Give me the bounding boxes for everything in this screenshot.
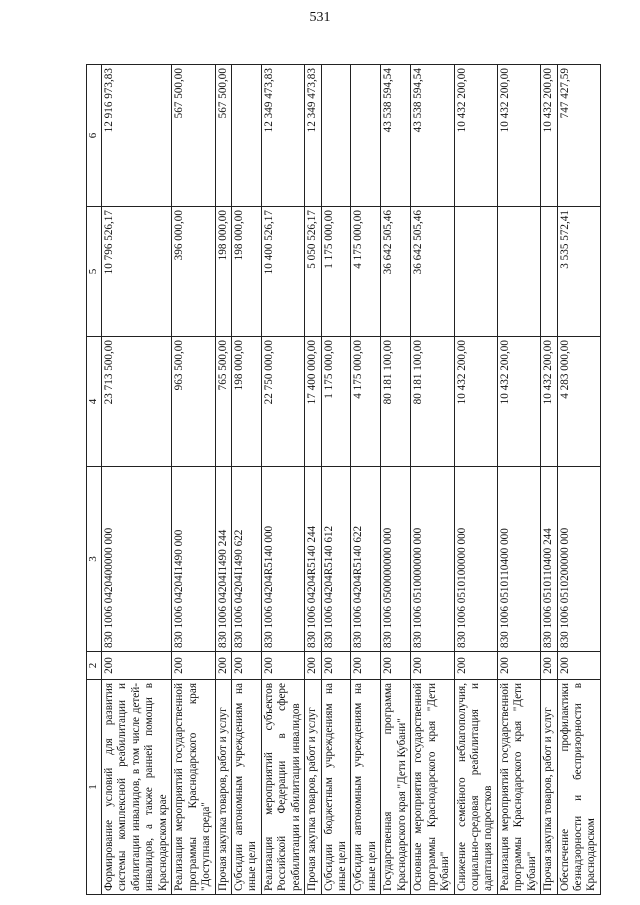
cell-amount-col4: 1 175 000,00 — [321, 337, 351, 467]
cell-kbk: 830 1006 04204I1490 244 — [215, 467, 231, 652]
cell-kbk: 830 1006 0510110400 244 — [541, 467, 557, 652]
cell-amount-col6: 747 427,59 — [557, 65, 600, 207]
cell-amount-col4: 80 181 100,00 — [381, 337, 411, 467]
cell-amount-col4: 17 400 000,00 — [305, 337, 321, 467]
cell-code: 200 — [172, 652, 215, 680]
cell-amount-col6 — [231, 65, 261, 207]
col-header-5: 5 — [87, 207, 102, 337]
table-row — [172, 65, 215, 895]
cell-amount-col6 — [321, 65, 351, 207]
cell-amount-col5: 198 000,00 — [231, 207, 261, 337]
table-row — [381, 65, 411, 895]
cell-amount-col5: 1 175 000,00 — [321, 207, 351, 337]
cell-amount-col5: 36 642 505,46 — [411, 207, 454, 337]
cell-name: Прочая закупка товаров, работ и услуг — [305, 680, 321, 895]
cell-code: 200 — [497, 652, 540, 680]
cell-code: 200 — [321, 652, 351, 680]
cell-amount-col6 — [351, 65, 381, 207]
cell-amount-col4: 4 175 000,00 — [351, 337, 381, 467]
cell-name: Субсидии автономным учреждениям на иные цели — [231, 680, 261, 895]
cell-kbk: 830 1006 0510200000 000 — [557, 467, 600, 652]
table-row — [102, 65, 172, 895]
table-row — [411, 65, 454, 895]
cell-amount-col5: 10 400 526,17 — [261, 207, 304, 337]
cell-code: 200 — [381, 652, 411, 680]
cell-name: Обеспечение профилактики безнадзорности и беспризорности в Краснодарском — [557, 680, 600, 895]
cell-kbk: 830 1006 04204R5140 000 — [261, 467, 304, 652]
cell-amount-col6: 10 432 200,00 — [454, 65, 497, 207]
cell-amount-col4: 23 713 500,00 — [102, 337, 172, 467]
cell-name: Реализация мероприятий государственной программы Краснодарского края "Доступная среда" — [172, 680, 215, 895]
col-header-3: 3 — [87, 467, 102, 652]
cell-amount-col4: 963 500,00 — [172, 337, 215, 467]
cell-code: 200 — [557, 652, 600, 680]
cell-name: Субсидии бюджетным учреждениям на иные цели — [321, 680, 351, 895]
cell-amount-col5: 396 000,00 — [172, 207, 215, 337]
col-header-2: 2 — [87, 652, 102, 680]
col-header-4: 4 — [87, 337, 102, 467]
cell-amount-col6: 10 432 200,00 — [497, 65, 540, 207]
cell-amount-col5 — [454, 207, 497, 337]
col-header-6: 6 — [87, 65, 102, 207]
cell-amount-col6: 12 349 473,83 — [261, 65, 304, 207]
table-row — [541, 65, 557, 895]
cell-kbk: 830 1006 04204R5140 244 — [305, 467, 321, 652]
cell-kbk: 830 1006 04204I1490 622 — [231, 467, 261, 652]
cell-name: Прочая закупка товаров, работ и услуг — [541, 680, 557, 895]
cell-code: 200 — [215, 652, 231, 680]
cell-kbk: 830 1006 0510000000 000 — [411, 467, 454, 652]
table-row — [351, 65, 381, 895]
cell-kbk: 830 1006 0510100000 000 — [454, 467, 497, 652]
col-header-1: 1 — [87, 680, 102, 895]
table-row — [497, 65, 540, 895]
cell-amount-col5: 10 796 526,17 — [102, 207, 172, 337]
rotated-table-container — [86, 65, 618, 895]
cell-amount-col5: 5 050 526,17 — [305, 207, 321, 337]
cell-amount-col4: 4 283 000,00 — [557, 337, 600, 467]
cell-code: 200 — [541, 652, 557, 680]
cell-amount-col4: 22 750 000,00 — [261, 337, 304, 467]
table-row — [261, 65, 304, 895]
cell-amount-col6: 43 538 594,54 — [381, 65, 411, 207]
cell-amount-col5: 198 000,00 — [215, 207, 231, 337]
cell-name: Субсидии автономным учреждениям на иные цели — [351, 680, 381, 895]
table-row — [321, 65, 351, 895]
cell-code: 200 — [411, 652, 454, 680]
cell-name: Снижение семейного неблагополучия, социально-средовая реабилитация и адаптация подростков — [454, 680, 497, 895]
cell-amount-col6: 567 500,00 — [172, 65, 215, 207]
cell-code: 200 — [351, 652, 381, 680]
cell-code: 200 — [102, 652, 172, 680]
cell-amount-col6: 43 538 594,54 — [411, 65, 454, 207]
table-row — [557, 65, 600, 895]
budget-table — [86, 64, 601, 895]
cell-amount-col4: 10 432 200,00 — [497, 337, 540, 467]
cell-kbk: 830 1006 0510110400 000 — [497, 467, 540, 652]
table-row — [305, 65, 321, 895]
cell-kbk: 830 1006 0500000000 000 — [381, 467, 411, 652]
cell-amount-col6: 567 500,00 — [215, 65, 231, 207]
cell-name: Основные мероприятия государственной программы Краснодарского края "Дети Кубани" — [411, 680, 454, 895]
page-number: 531 — [309, 10, 331, 25]
cell-name: Государственная программа Краснодарского края "Дети Кубани" — [381, 680, 411, 895]
cell-amount-col6: 12 349 473,83 — [305, 65, 321, 207]
cell-name: Реализация мероприятий государственной программы Краснодарского края "Дети Кубани" — [497, 680, 540, 895]
cell-amount-col6: 12 916 973,83 — [102, 65, 172, 207]
cell-amount-col4: 10 432 200,00 — [454, 337, 497, 467]
cell-amount-col4: 765 500,00 — [215, 337, 231, 467]
header-row — [87, 65, 102, 895]
cell-amount-col5: 3 535 572,41 — [557, 207, 600, 337]
cell-code: 200 — [454, 652, 497, 680]
cell-amount-col4: 80 181 100,00 — [411, 337, 454, 467]
cell-name: Прочая закупка товаров, работ и услуг — [215, 680, 231, 895]
cell-kbk: 830 1006 04204I1490 000 — [172, 467, 215, 652]
cell-amount-col4: 10 432 200,00 — [541, 337, 557, 467]
cell-kbk: 830 1006 04204R5140 612 — [321, 467, 351, 652]
table-row — [231, 65, 261, 895]
cell-amount-col4: 198 000,00 — [231, 337, 261, 467]
table-row — [215, 65, 231, 895]
cell-code: 200 — [305, 652, 321, 680]
cell-code: 200 — [231, 652, 261, 680]
cell-amount-col5: 4 175 000,00 — [351, 207, 381, 337]
cell-code: 200 — [261, 652, 304, 680]
cell-name: Реализация мероприятий субъектов Российской Федерации в сфере реабилитации и абилитации инвалидов — [261, 680, 304, 895]
table-row — [454, 65, 497, 895]
cell-kbk: 830 1006 0420400000 000 — [102, 467, 172, 652]
cell-kbk: 830 1006 04204R5140 622 — [351, 467, 381, 652]
cell-name: Формирование условий для развития системы комплексной реабилитации и абилитации инвалидов, в том числе детей-инвалидов, а также ранней помощи в Краснодарском крае — [102, 680, 172, 895]
cell-amount-col6: 10 432 200,00 — [541, 65, 557, 207]
cell-amount-col5 — [497, 207, 540, 337]
cell-amount-col5 — [541, 207, 557, 337]
cell-amount-col5: 36 642 505,46 — [381, 207, 411, 337]
table-body — [102, 65, 601, 895]
